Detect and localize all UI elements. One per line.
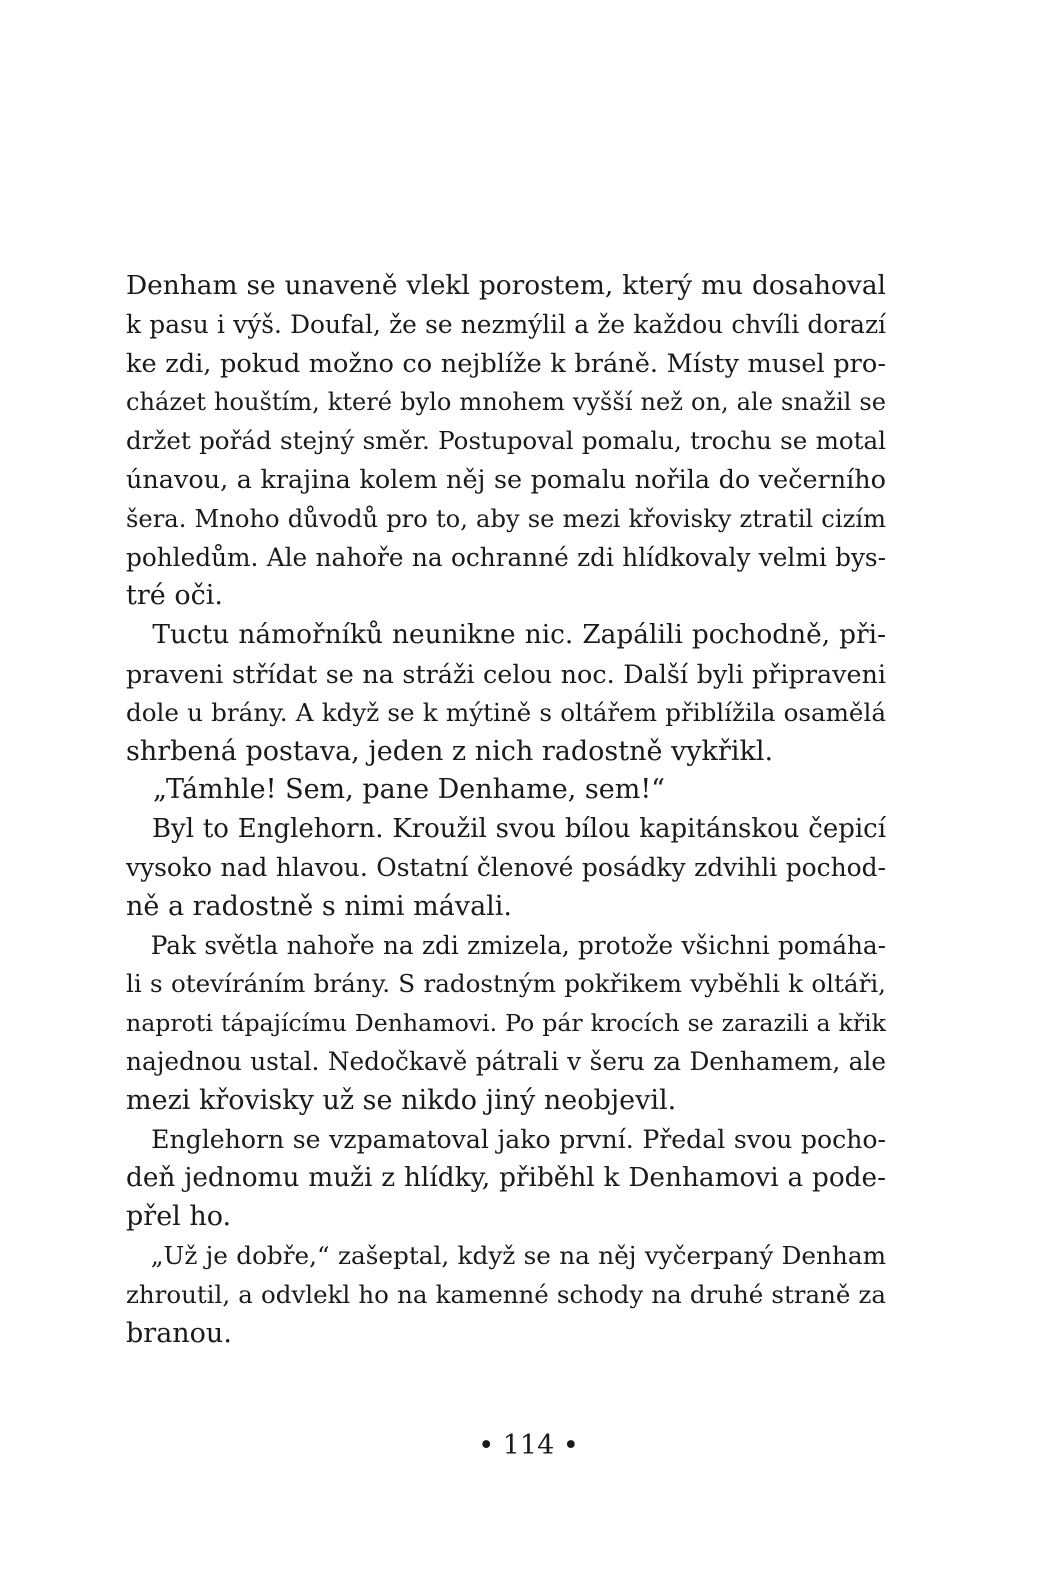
text-line: shrbená postava, jeden z nich radostně vykřikl. — [126, 735, 774, 767]
text-line: praveni střídat se na stráži celou noc. Další byli připraveni — [126, 658, 886, 689]
text-line: pohledům. Ale nahoře na ochranné zdi hlídkovaly velmi bys- — [126, 542, 886, 572]
text-line: cházet houštím, které bylo mnohem vyšší než on, ale snažil se — [126, 388, 886, 417]
text-line: naproti tápajícímu Denhamovi. Po pár krocích se zarazili a křik — [126, 1009, 886, 1038]
text-line: Byl to Englehorn. Kroužil svou bílou kapitánskou čepicí — [126, 814, 886, 845]
text-line: tré oči. — [126, 580, 223, 612]
text-line: Englehorn se vzpamatoval jako první. Předal svou pocho- — [126, 1124, 886, 1154]
text-line: „Támhle! Sem, pane Denhame, sem!“ — [126, 774, 665, 806]
page-number: • 114 • — [478, 1430, 579, 1461]
text-line: ně a radostně s nimi mávali. — [126, 890, 513, 922]
text-line: mezi křovisky už se nikdo jiný neobjevil. — [126, 1084, 677, 1116]
text-line: vysoko nad hlavou. Ostatní členové posádky zdvihli pochod- — [126, 852, 886, 882]
text-line: k pasu i výš. Doufal, že se nezmýlil a že každou chvíli dorazí — [126, 309, 886, 339]
text-line: dole u brány. A když se k mýtině s oltářem přiblížila osamělá — [126, 697, 886, 727]
text-line: li s otevíráním brány. S radostným pokřikem vyběhli k oltáři, — [126, 969, 886, 999]
text-line: deň jednomu muži z hlídky, přiběhl k Denhamovi a pode- — [126, 1163, 886, 1194]
text-line: ke zdi, pokud možno co nejblíže k bráně. Místy musel pro- — [126, 348, 886, 379]
text-line: najednou ustal. Nedočkavě pátrali v šeru za Denhamem, ale — [126, 1046, 886, 1076]
text-line: únavou, a krajina kolem něj se pomalu nořila do večerního — [126, 464, 886, 495]
text-line: šera. Mnoho důvodů pro to, aby se mezi křovisky ztratil cizím — [126, 504, 886, 533]
text-line: branou. — [126, 1317, 232, 1349]
text-line: přel ho. — [126, 1201, 232, 1233]
text-line: Denham se unaveně vlekl porostem, který mu dosahoval — [126, 271, 886, 301]
text-line: zhroutil, a odvlekl ho na kamenné schody na druhé straně za — [126, 1279, 886, 1309]
text-line: držet pořád stejný směr. Postupoval pomalu, trochu se motal — [126, 426, 886, 456]
text-line: Tuctu námořníků neunikne nic. Zapálili pochodně, při- — [126, 620, 886, 651]
text-line: Pak světla nahoře na zdi zmizela, protože všichni pomáha- — [126, 930, 886, 960]
text-line: „Už je dobře,“ zašeptal, když se na něj vyčerpaný Denham — [126, 1240, 886, 1270]
body-text — [126, 267, 886, 1353]
